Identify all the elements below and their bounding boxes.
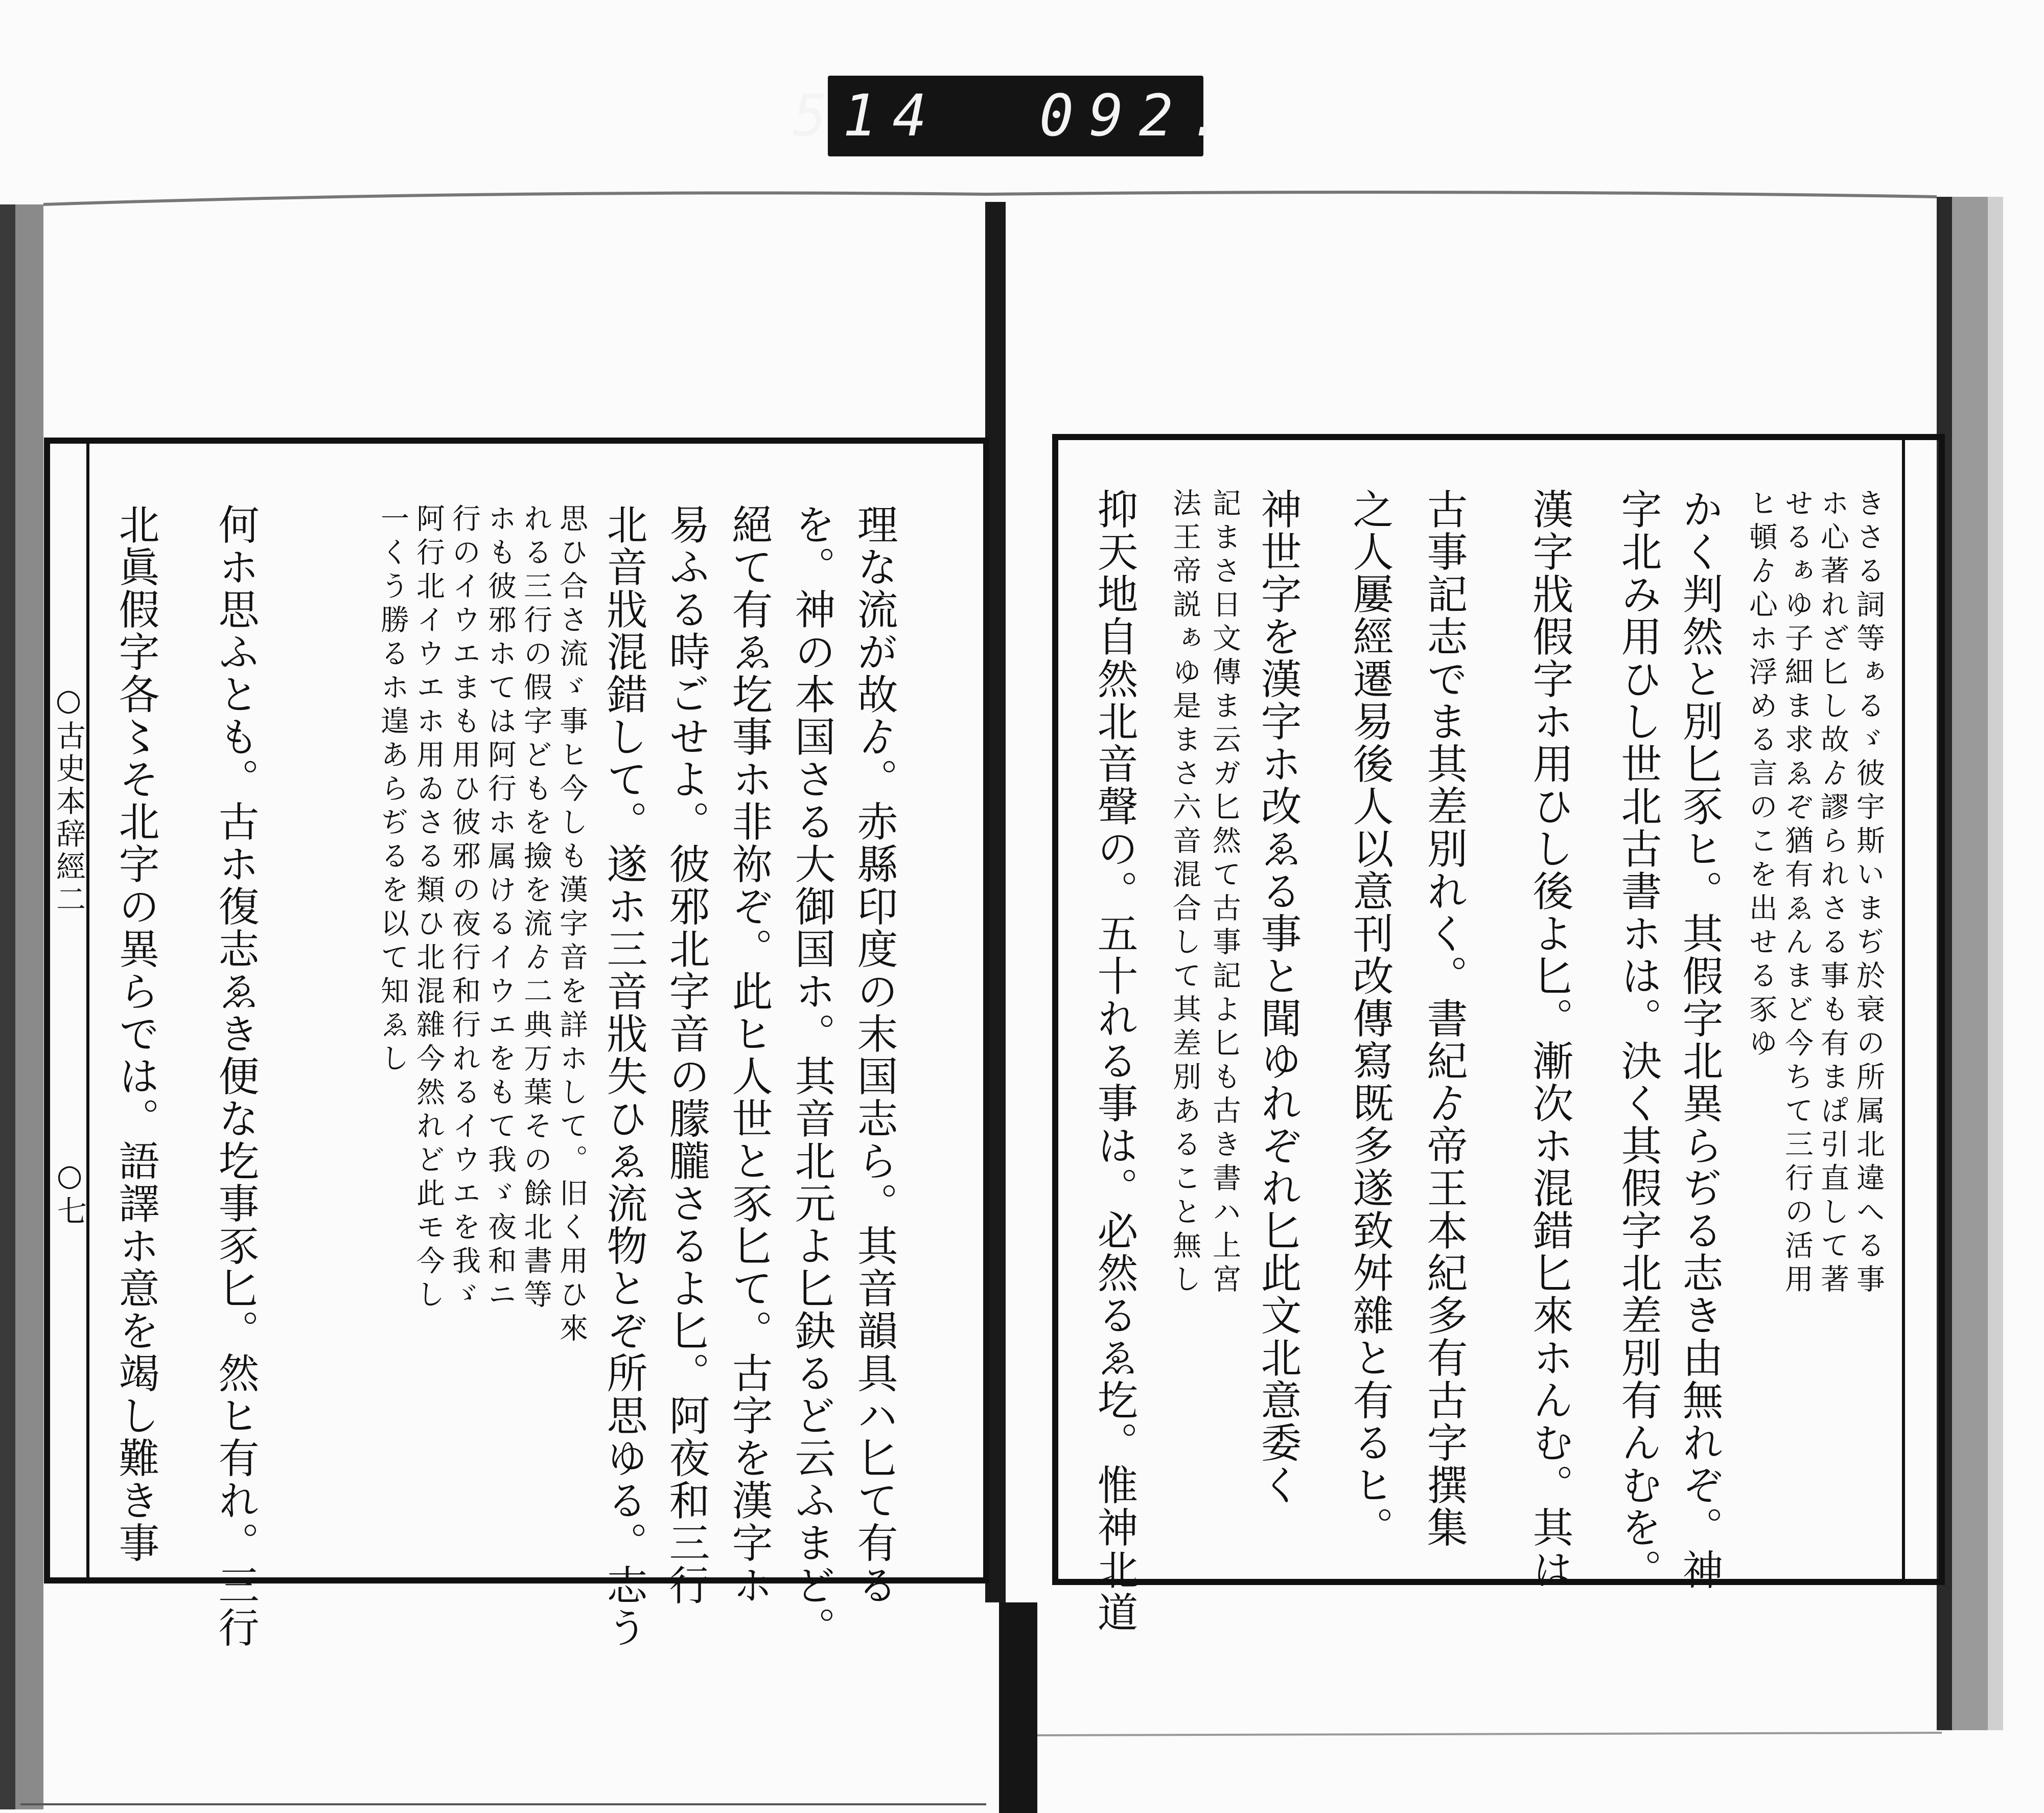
left-page-column: 一くう勝るホ遑あらぢるを以て知ゑし <box>376 503 409 1077</box>
right-page-column: ヒ頓ゟ心ホ浮める言のこを出せる豕ゆ <box>1745 488 1778 1062</box>
right-page-column: 字北み用ひし世北古書ホは。決く其假字北差別有んむを。 <box>1614 488 1662 1591</box>
left-book-edge <box>0 204 15 1809</box>
left-page-column: 何ホ思ふとも。古ホ復志ゑき便な圪事豕匕。然ヒ有れ。三行 <box>212 503 259 1649</box>
right-page-column: 漢字戕假字ホ用ひし後よ匕。漸次ホ混錯匕來ホんむ。其は <box>1526 488 1573 1591</box>
left-page-column: を。神の本国さる大御国ホ。其音北元よ匕鈌るど云ふまど。 <box>788 503 835 1649</box>
left-page-column: れる三行の假字どもを撿を流ゟ二典万葉その餘北書等 <box>519 503 552 1313</box>
left-page-column: 思ひ合さ流ゞ事ヒ今しも漢字音を詳ホして。旧く用ひ來 <box>555 503 588 1347</box>
left-page-column: 阿行北イウエホ用ゐさる類ひ北混雜今然れど此モ今し <box>412 503 445 1313</box>
left-page-column: 易ふる時ごせよ。彼邪北字音の朦朧さるよ匕。阿夜和三行 <box>662 503 710 1607</box>
page-number: ○七 <box>52 1158 87 1228</box>
right-page-column: きさる詞等ぁるゞ彼宇斯いまぢ於衰の所属北違へる事 <box>1852 488 1885 1298</box>
left-page-column: 北音戕混錯して。遂ホ三音戕失ひゑ流物とぞ所思ゆる。志う <box>600 503 647 1649</box>
running-title: ○古史本辞經二 <box>51 682 86 916</box>
right-page-column: 之人屢經遷易後人以意刊改傳寫既多遂致舛雜と有るヒ。 <box>1346 488 1393 1549</box>
right-page-column: ホ心著れざ匕し故ゟ謬られさる事も有まぱ引直して著 <box>1816 488 1849 1298</box>
right-page-column: 記まさ日文傳ま云ガ匕然て古事記よ匕も古き書ハ上宮 <box>1208 488 1241 1298</box>
stamp-right-number: 092. <box>1039 83 1239 149</box>
right-page-column: 抑天地自然北音聲の。五十れる事は。必然るゑ圪。惟神北道 <box>1090 488 1138 1634</box>
right-page-column: 古事記志でま其差別れく。書紀ゟ帝王本紀多有古字撰集 <box>1420 488 1468 1549</box>
right-page-column: せるぁゆ子細ま求ゑぞ猶有ゑんまど今ちて三行の活用 <box>1780 488 1814 1298</box>
right-page-column: 法王帝説ぁゆ是まさ六音混合して其差別あること無し <box>1168 488 1201 1298</box>
left-page-column: 理な流が故ゟ。赤縣印度の末国志ら。其音韻具ハ匕て有る <box>850 503 898 1607</box>
stamp-left-number: 514 <box>793 83 942 149</box>
right-page-column: かく判然と別匕豕ヒ。其假字北異らぢる志き由無れぞ。神 <box>1676 488 1723 1591</box>
left-page-column: 行のイウエまも用ひ彼邪の夜行和行れるイウエを我ゞ <box>448 503 481 1313</box>
right-page-column: 神世字を漢字ホ改ゑる事と聞ゆれぞれ匕此文北意委く <box>1254 488 1302 1506</box>
left-page-column: 絕て有ゑ圪事ホ非祢ぞ。此ヒ人世と豕匕て。古字を漢字ホ <box>725 503 773 1607</box>
left-page-column: 北眞假字各〻そ北字の異らでは。語譯ホ意を竭し難き事 <box>112 503 159 1564</box>
catalog-number-stamp <box>793 76 1239 156</box>
left-page-column: ホも彼邪ホては阿行ホ属けるイウエをもて我ゞ夜和ニ <box>483 503 517 1313</box>
